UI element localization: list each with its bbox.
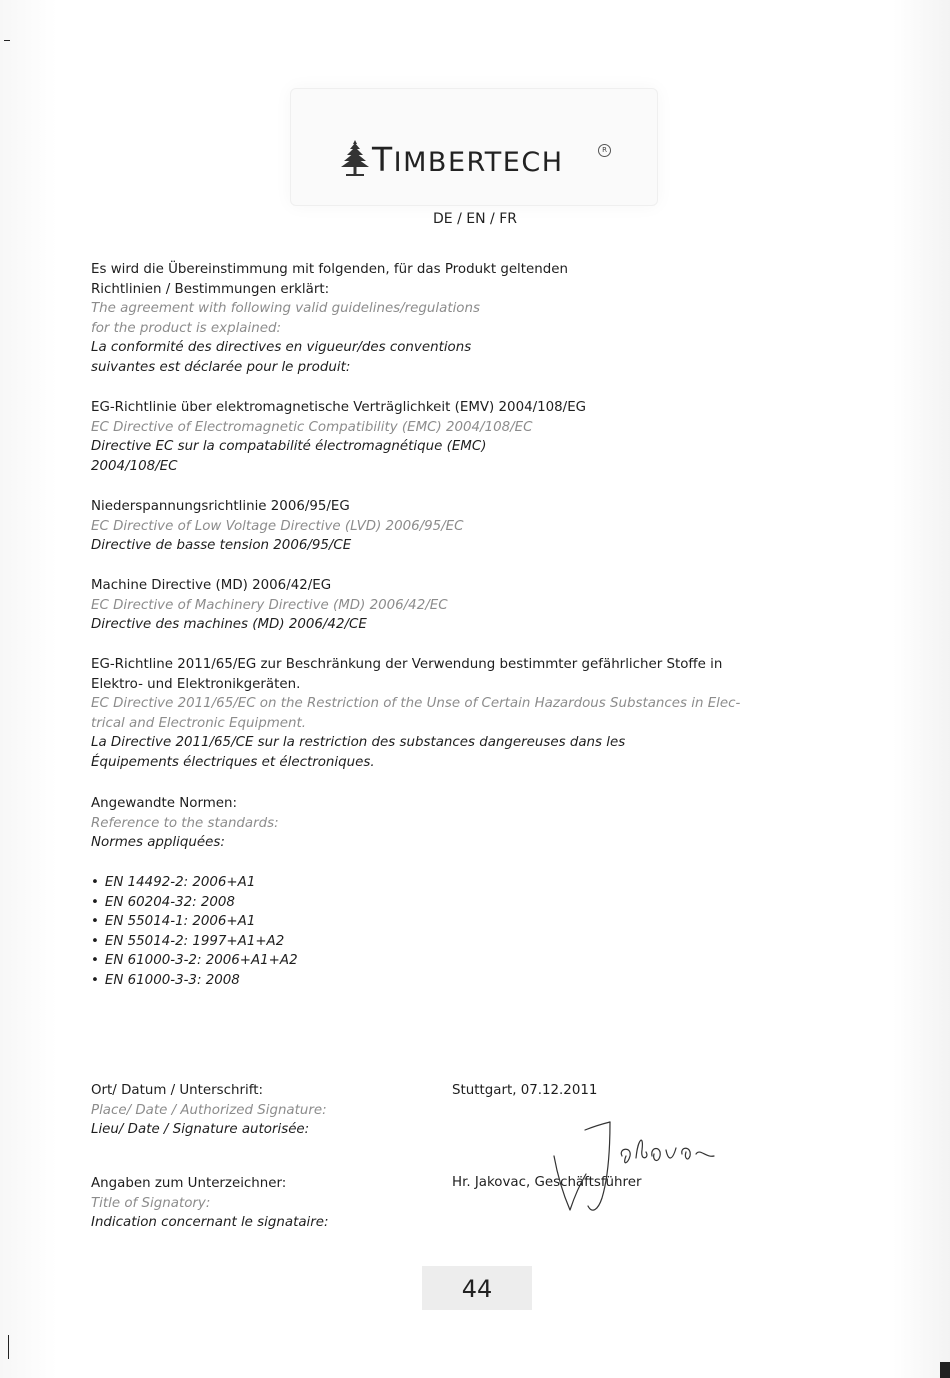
standard-item: • EN 61000-3-2: 2006+A1+A2 xyxy=(91,951,851,971)
directive-de: EG-Richtline 2011/65/EG zur Beschränkung der Verwendung bestimmter gefährlicher Stoffe in xyxy=(91,657,723,672)
directive-fr: 2004/108/EC xyxy=(91,458,178,474)
standards-fr: Normes appliquées: xyxy=(91,835,225,851)
standard-item: • EN 55014-1: 2006+A1 xyxy=(91,912,851,932)
intro-fr-line: suivantes est déclarée pour le produit: xyxy=(91,359,351,375)
intro-fr-line: La conformité des directives en vigueur/des conventions xyxy=(91,340,472,356)
place-date-labels xyxy=(91,1081,431,1140)
handwritten-signature xyxy=(540,1118,740,1223)
intro-en-line: for the product is explained: xyxy=(91,320,281,336)
directive-emc xyxy=(91,398,851,476)
intro-statement xyxy=(91,260,851,378)
directive-de: Machine Directive (MD) 2006/42/EG xyxy=(91,578,332,593)
directive-fr: Directive des machines (MD) 2006/42/CE xyxy=(91,617,367,633)
place-date-de: Ort/ Datum / Unterschrift: xyxy=(91,1083,263,1098)
tree-icon xyxy=(340,138,370,180)
scan-mark xyxy=(8,1335,9,1359)
brand-name: TIMBERTECH xyxy=(372,140,564,179)
standards-de: Angewandte Normen: xyxy=(91,796,238,811)
signatory-labels xyxy=(91,1174,431,1233)
intro-de-line: Richtlinien / Bestimmungen erklärt: xyxy=(91,281,330,297)
directive-fr: Équipements électriques et électroniques. xyxy=(91,754,375,770)
directive-fr: Directive de basse tension 2006/95/CE xyxy=(91,538,352,554)
signatory-de: Angaben zum Unterzeichner: xyxy=(91,1176,287,1191)
standards-list xyxy=(91,873,851,991)
page-number: 44 xyxy=(461,1275,493,1303)
place-date-en: Place/ Date / Authorized Signature: xyxy=(91,1102,327,1118)
place-date-value: Stuttgart, 07.12.2011 xyxy=(452,1083,598,1098)
directive-fr: Directive EC sur la compatabilité électromagnétique (EMC) xyxy=(91,439,487,455)
standard-item: • EN 55014-2: 1997+A1+A2 xyxy=(91,932,851,952)
directive-en: trical and Electronic Equipment. xyxy=(91,715,306,731)
timbertech-logo xyxy=(340,130,620,180)
directive-md xyxy=(91,576,851,635)
directive-fr: La Directive 2011/65/CE sur la restriction des substances dangereuses dans les xyxy=(91,735,626,751)
directive-de: EG-Richtlinie über elektromagnetische Verträglichkeit (EMV) 2004/108/EG xyxy=(91,400,587,415)
standards-heading xyxy=(91,794,851,853)
scan-mark xyxy=(4,40,10,41)
scan-mark xyxy=(940,1362,950,1378)
place-date-fr: Lieu/ Date / Signature autorisée: xyxy=(91,1122,310,1138)
directive-rohs xyxy=(91,655,851,773)
directive-en: EC Directive of Machinery Directive (MD) 2006/42/EC xyxy=(91,597,448,613)
standards-en: Reference to the standards: xyxy=(91,815,279,831)
standard-item: • EN 60204-32: 2008 xyxy=(91,893,851,913)
directive-en: EC Directive of Low Voltage Directive (LVD) 2006/95/EC xyxy=(91,518,464,534)
intro-en-line: The agreement with following valid guidelines/regulations xyxy=(91,301,480,317)
directive-en: EC Directive of Electromagnetic Compatibility (EMC) 2004/108/EC xyxy=(91,419,533,435)
intro-de-line: Es wird die Übereinstimmung mit folgenden, für das Produkt geltenden xyxy=(91,262,568,277)
standard-item: • EN 61000-3-3: 2008 xyxy=(91,971,851,991)
directive-de: Niederspannungsrichtlinie 2006/95/EG xyxy=(91,499,350,514)
directive-en: EC Directive 2011/65/EC on the Restriction of the Unse of Certain Hazardous Substances in Elec- xyxy=(91,696,741,712)
signatory-en: Title of Signatory: xyxy=(91,1195,211,1211)
signatory-value: Hr. Jakovac, Geschäftsführer xyxy=(452,1175,642,1190)
directive-lvd xyxy=(91,497,851,556)
directive-de: Elektro- und Elektronikgeräten. xyxy=(91,676,301,692)
standard-item: • EN 14492-2: 2006+A1 xyxy=(91,873,851,893)
signatory-fr: Indication concernant le signataire: xyxy=(91,1215,329,1231)
language-header: DE / EN / FR xyxy=(433,211,517,227)
registered-mark: R xyxy=(598,144,611,157)
